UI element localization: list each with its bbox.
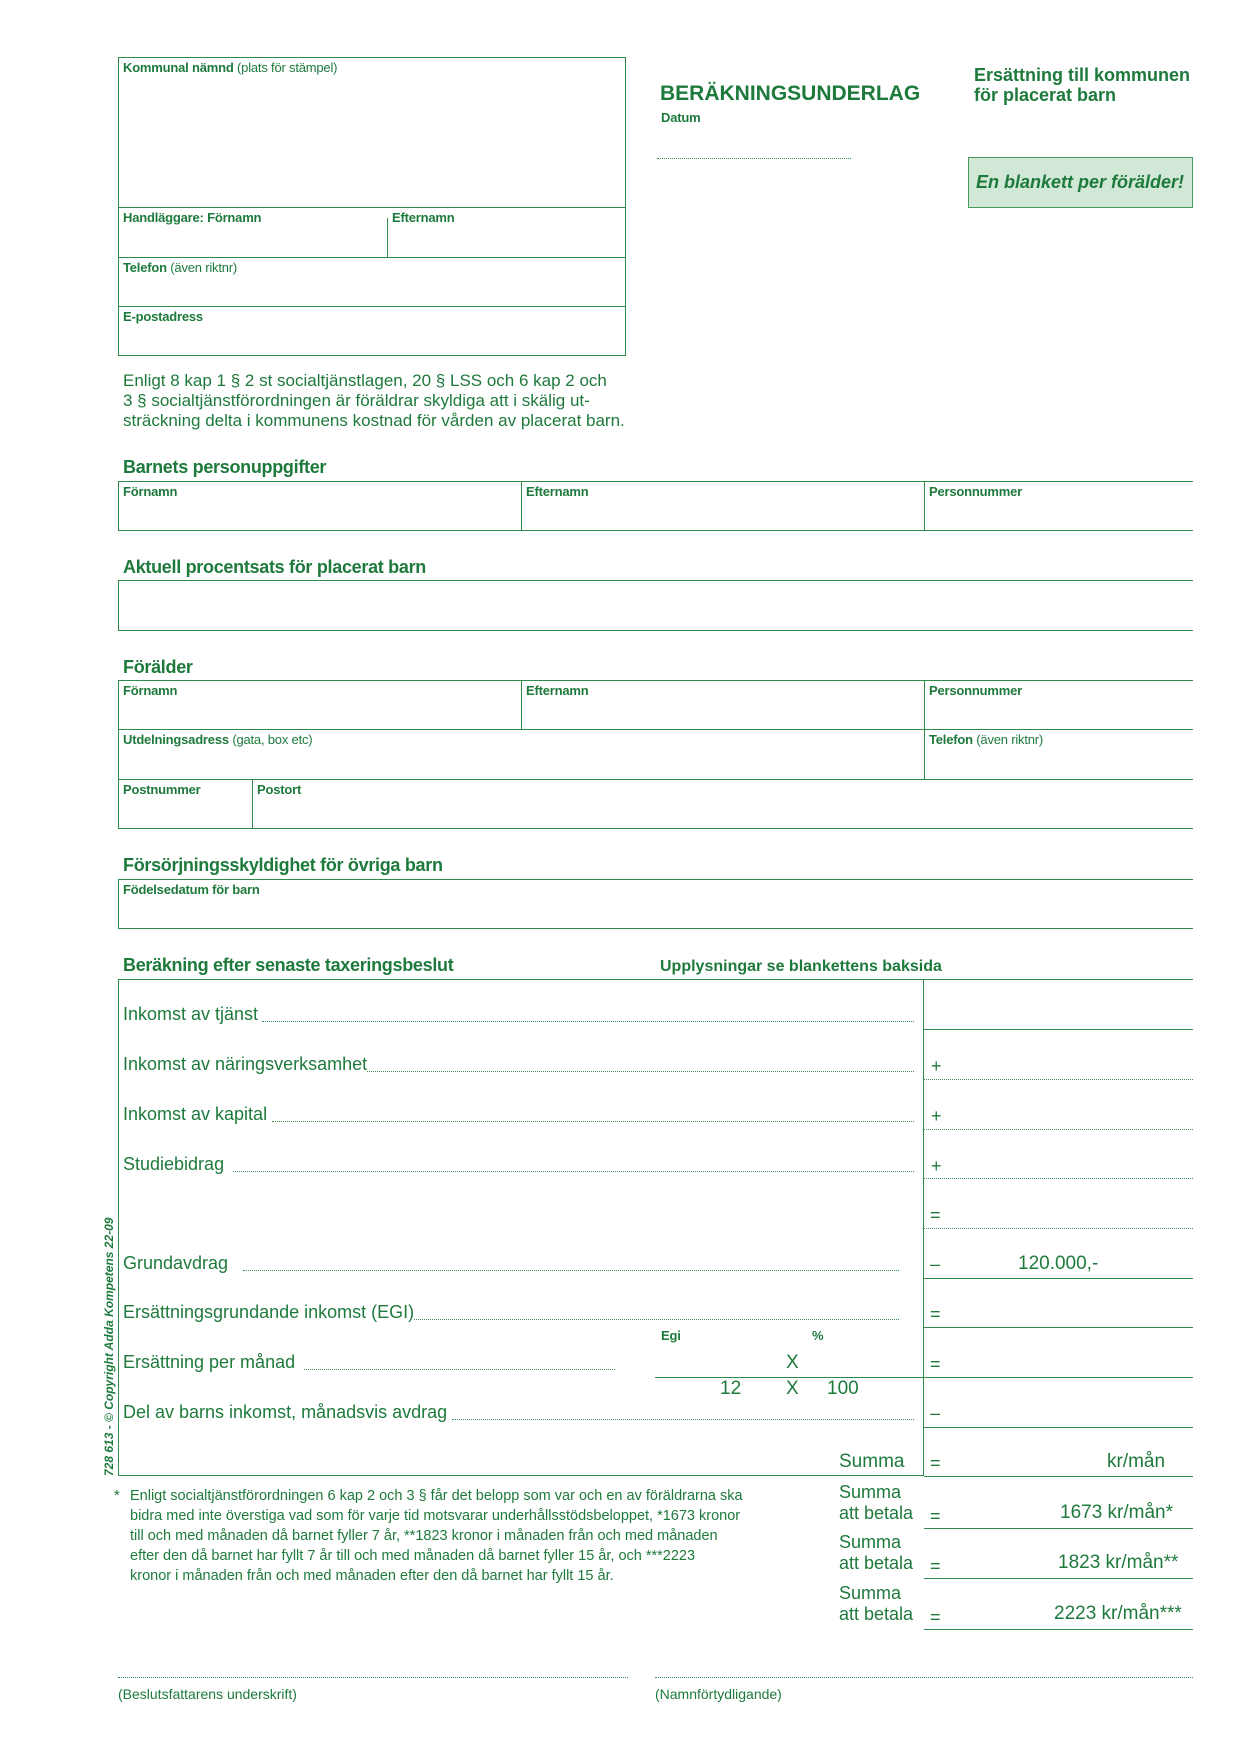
parent-divider xyxy=(252,779,253,829)
egi-abbrev: Egi xyxy=(661,1328,681,1343)
times-sign-2: X xyxy=(786,1378,799,1399)
row-leader xyxy=(367,1071,914,1072)
pay-value-1: 1673 kr/mån* xyxy=(1060,1502,1174,1523)
footnote-line-1: Enligt socialtjänstförordningen 6 kap 2 och 3 § får det belopp som var och en av föräldrarna ska xyxy=(130,1488,743,1504)
parent-pnr-field[interactable] xyxy=(930,702,1188,726)
parent-address-hint: (gata, box etc) xyxy=(232,732,313,747)
study-grant-amount[interactable] xyxy=(954,1152,1186,1176)
plus-sign: + xyxy=(931,1056,942,1076)
support-birth-label: Födelsedatum för barn xyxy=(123,882,260,897)
date-line xyxy=(657,158,851,159)
base-deduction-value: 120.000,- xyxy=(1018,1253,1099,1274)
child-last-label: Efternamn xyxy=(526,484,589,499)
months-value: 12 xyxy=(720,1378,742,1399)
parent-address-field[interactable] xyxy=(124,751,919,775)
income-business-amount[interactable] xyxy=(954,1052,1186,1076)
name-clarification-label: (Namnförtydligande) xyxy=(655,1686,782,1702)
parent-left-border xyxy=(118,680,119,829)
child-divider xyxy=(924,481,925,531)
support-left-border xyxy=(118,879,119,929)
name-clarification-line xyxy=(655,1677,1193,1678)
handler-last-label: Efternamn xyxy=(392,210,455,225)
subtotal-amount[interactable] xyxy=(954,1201,1186,1225)
hundred-value: 100 xyxy=(827,1378,859,1399)
plus-sign: + xyxy=(931,1156,942,1176)
committee-label-text: Kommunal nämnd xyxy=(123,60,234,75)
footnote-line-2: bidra med inte överstiga vad som för varje tid motsvarar underhållsstödsbeloppet, *1673 kronor xyxy=(130,1508,741,1524)
date-field[interactable] xyxy=(660,132,850,156)
calc-left-border xyxy=(118,979,119,1476)
parent-first-field[interactable] xyxy=(124,702,516,726)
row-leader xyxy=(272,1121,914,1122)
parent-last-label: Efternamn xyxy=(526,683,589,698)
row-income-capital-label: Inkomst av kapital xyxy=(123,1104,268,1124)
income-capital-amount[interactable] xyxy=(954,1102,1186,1126)
child-pnr-field[interactable] xyxy=(930,503,1188,527)
amount-line xyxy=(924,1228,1193,1229)
parent-last-field[interactable] xyxy=(527,702,919,726)
times-sign: X xyxy=(786,1352,799,1373)
right-title xyxy=(974,65,1190,105)
amount-line xyxy=(924,1029,1193,1030)
calc-heading: Beräkning efter senaste taxeringsbeslut xyxy=(123,955,454,975)
parent-zip-label: Postnummer xyxy=(123,782,201,797)
amount-line xyxy=(924,1278,1193,1279)
egi-amount[interactable] xyxy=(954,1300,1186,1324)
pay-line xyxy=(924,1629,1193,1630)
date-label: Datum xyxy=(661,110,701,125)
sum-label: Summa xyxy=(839,1451,905,1472)
plus-sign: + xyxy=(931,1106,942,1126)
parent-zip-field[interactable] xyxy=(124,801,247,825)
parent-heading: Förälder xyxy=(123,657,193,677)
email-field[interactable] xyxy=(124,328,618,352)
office-divider xyxy=(118,207,626,208)
equals-sign: = xyxy=(930,1453,941,1473)
parent-line xyxy=(118,828,1193,829)
parent-phone-field[interactable] xyxy=(930,751,1188,775)
child-top-line xyxy=(118,481,1193,482)
amount-line xyxy=(924,1079,1193,1080)
support-heading: Försörjningsskyldighet för övriga barn xyxy=(123,855,443,875)
handler-first-label: Handläggare: Förnamn xyxy=(123,210,262,225)
parent-city-field[interactable] xyxy=(258,801,1188,825)
office-phone-field[interactable] xyxy=(124,279,618,303)
office-phone-label-text: Telefon xyxy=(123,260,167,275)
pay-label-3-line-1: Summa xyxy=(839,1583,902,1603)
child-bottom-line xyxy=(118,530,1193,531)
percent-sign: % xyxy=(812,1328,824,1343)
equals-sign: = xyxy=(930,1556,941,1576)
parent-pnr-label: Personnummer xyxy=(929,683,1022,698)
amount-line xyxy=(924,1178,1193,1179)
amount-line xyxy=(924,1129,1193,1130)
form-title: BERÄKNINGSUNDERLAG xyxy=(660,82,921,105)
pay-label-1-line-1: Summa xyxy=(839,1482,902,1502)
committee-stamp-field[interactable] xyxy=(124,80,618,202)
row-income-business-label: Inkomst av näringsverksamhet xyxy=(123,1054,368,1074)
calc-amount-divider xyxy=(923,979,924,1475)
monthly-percent-field[interactable] xyxy=(810,1350,910,1374)
equals-sign: = xyxy=(930,1506,941,1526)
handler-first-field[interactable] xyxy=(124,229,382,253)
amount-line xyxy=(924,1377,1193,1378)
office-divider xyxy=(387,218,388,258)
legal-text xyxy=(123,371,625,431)
calc-info: Upplysningar se blankettens baksida xyxy=(660,958,942,975)
office-phone-label xyxy=(123,260,237,275)
calc-top-line xyxy=(118,979,1193,980)
equals-sign: = xyxy=(930,1607,941,1627)
child-first-field[interactable] xyxy=(124,503,516,527)
parent-line xyxy=(118,729,1193,730)
parent-divider xyxy=(521,680,522,730)
pay-label-1 xyxy=(839,1482,913,1524)
child-first-label: Förnamn xyxy=(123,484,178,499)
child-heading: Barnets personuppgifter xyxy=(123,457,327,477)
support-bottom-line xyxy=(118,928,1193,929)
parent-line xyxy=(118,779,1193,780)
percent-field[interactable] xyxy=(124,594,1188,622)
parent-address-label xyxy=(123,732,312,747)
pay-label-2-line-1: Summa xyxy=(839,1532,902,1552)
office-divider xyxy=(118,257,626,258)
committee-hint: (plats för stämpel) xyxy=(237,60,338,75)
footnote-star: * xyxy=(114,1487,120,1504)
pay-value-3: 2223 kr/mån*** xyxy=(1054,1603,1182,1624)
legal-text-line-3: sträckning delta i kommunens kostnad för vården av placerat barn. xyxy=(123,411,625,430)
amount-line xyxy=(924,1427,1193,1428)
office-phone-hint: (även riktnr) xyxy=(170,260,238,275)
row-leader xyxy=(243,1270,899,1271)
pay-label-2 xyxy=(839,1532,913,1574)
row-leader xyxy=(233,1171,914,1172)
row-leader xyxy=(452,1419,914,1420)
row-leader xyxy=(304,1369,615,1370)
pay-label-2-line-2: att betala xyxy=(839,1553,914,1573)
parent-first-label: Förnamn xyxy=(123,683,178,698)
one-form-per-parent-note: En blankett per förälder! xyxy=(976,172,1185,192)
footnote-line-5: kronor i månaden från och med månaden efter den då barnet har fyllt 15 år. xyxy=(130,1568,614,1584)
row-base-deduction-label: Grundavdrag xyxy=(123,1253,229,1273)
legal-text-line-2: 3 § socialtjänstförordningen är föräldrar skyldiga att i skälig ut- xyxy=(123,391,590,410)
row-monthly-label: Ersättning per månad xyxy=(123,1352,296,1372)
minus-sign: – xyxy=(930,1403,941,1423)
email-label: E-postadress xyxy=(123,309,203,324)
row-egi-label: Ersättningsgrundande inkomst (EGI) xyxy=(123,1302,415,1322)
sum-line xyxy=(924,1476,1193,1477)
name-clarification-field[interactable] xyxy=(658,1650,1188,1674)
child-divider xyxy=(521,481,522,531)
support-top-line xyxy=(118,879,1193,880)
committee-label xyxy=(123,60,337,75)
parent-divider xyxy=(924,680,925,780)
percent-bottom-line xyxy=(118,630,1193,631)
child-pnr-label: Personnummer xyxy=(929,484,1022,499)
monthly-amount[interactable] xyxy=(954,1350,1186,1374)
equals-sign: = xyxy=(930,1354,941,1374)
pay-label-3 xyxy=(839,1583,913,1625)
sum-unit: kr/mån xyxy=(1107,1451,1166,1472)
side-copyright: 728 613 - © Copyright Adda Kompetens 22-09 xyxy=(102,1217,116,1476)
parent-phone-label xyxy=(929,732,1043,747)
footnote xyxy=(130,1486,743,1586)
equals-sign: = xyxy=(930,1304,941,1324)
right-title-line-2: för placerat barn xyxy=(974,85,1117,105)
row-leader xyxy=(414,1319,899,1320)
footnote-line-3: till och med månaden då barnet fyller 7 år, **1823 kronor i månaden från och med månaden xyxy=(130,1528,718,1544)
parent-address-label-text: Utdelningsadress xyxy=(123,732,229,747)
percent-heading: Aktuell procentsats för placerat barn xyxy=(123,557,426,577)
parent-city-label: Postort xyxy=(257,782,302,797)
percent-left-border xyxy=(118,580,119,631)
parent-phone-label-text: Telefon xyxy=(929,732,973,747)
signature-line xyxy=(118,1677,628,1678)
child-income-amount[interactable] xyxy=(954,1400,1186,1424)
row-study-grant-label: Studiebidrag xyxy=(123,1154,225,1174)
amount-line xyxy=(924,1327,1193,1328)
handler-last-field[interactable] xyxy=(393,229,619,253)
footnote-line-4: efter den då barnet har fyllt 7 år till och med månaden då barnet fyller 15 år, och ***2223 xyxy=(130,1548,696,1564)
calc-bottom-line xyxy=(118,1475,924,1476)
row-child-income-label: Del av barns inkomst, månadsvis avdrag xyxy=(123,1402,448,1422)
row-leader xyxy=(262,1021,914,1022)
support-birth-field[interactable] xyxy=(124,901,1188,925)
pay-line xyxy=(924,1578,1193,1579)
office-divider xyxy=(118,306,626,307)
pay-label-3-line-2: att betala xyxy=(839,1604,914,1624)
percent-top-line xyxy=(118,580,1193,581)
child-last-field[interactable] xyxy=(527,503,919,527)
row-income-work-label: Inkomst av tjänst xyxy=(123,1004,259,1024)
parent-phone-hint: (även riktnr) xyxy=(976,732,1044,747)
parent-line xyxy=(118,680,1193,681)
pay-label-1-line-2: att betala xyxy=(839,1503,914,1523)
minus-sign: – xyxy=(930,1254,941,1274)
pay-value-2: 1823 kr/mån** xyxy=(1058,1552,1179,1573)
child-left-border xyxy=(118,481,119,531)
signature-label: (Beslutsfattarens underskrift) xyxy=(118,1686,297,1702)
equals-sign: = xyxy=(930,1205,941,1225)
right-title-line-1: Ersättning till kommunen xyxy=(974,65,1191,85)
sum-amount[interactable] xyxy=(954,1450,1104,1474)
legal-text-line-1: Enligt 8 kap 1 § 2 st socialtjänstlagen, 20 § LSS och 6 kap 2 och xyxy=(123,371,607,390)
income-work-amount[interactable] xyxy=(954,1002,1186,1026)
monthly-egi-field[interactable] xyxy=(640,1350,780,1374)
pay-line xyxy=(924,1528,1193,1529)
